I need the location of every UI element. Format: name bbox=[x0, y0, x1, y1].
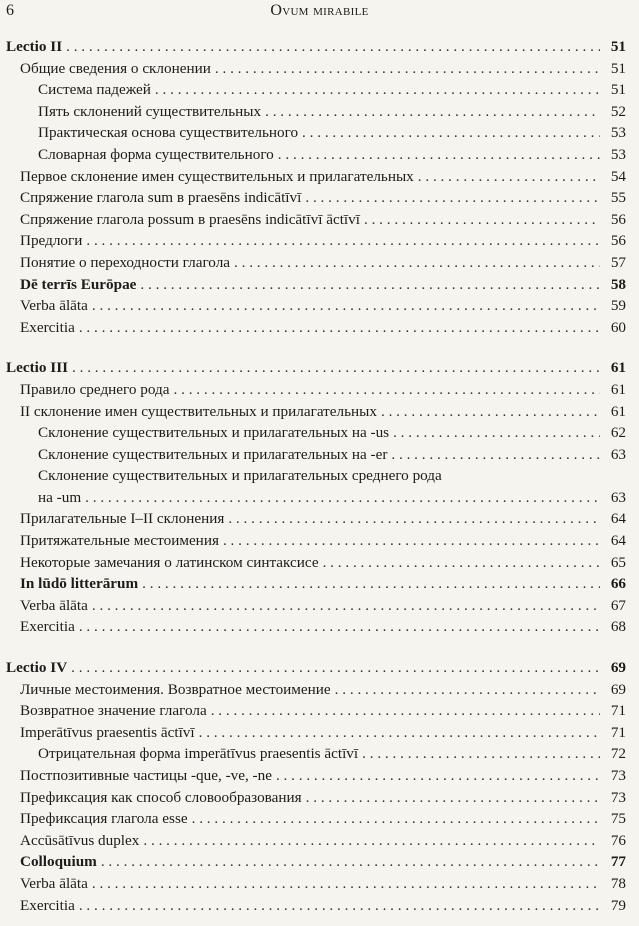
toc-page-number: 64 bbox=[610, 532, 626, 550]
toc-page-number: 56 bbox=[610, 232, 626, 250]
toc-entry-row bbox=[20, 552, 626, 574]
toc-entry-row bbox=[20, 401, 626, 423]
toc-entry-row bbox=[20, 252, 626, 274]
toc-entry-row bbox=[38, 487, 626, 509]
toc-entry-title: Личные местоимения. Возвратное местоимение bbox=[20, 680, 331, 698]
toc-entry[interactable] bbox=[6, 379, 626, 401]
dot-leader bbox=[211, 700, 600, 722]
dot-leader bbox=[92, 595, 600, 617]
toc-entry[interactable] bbox=[6, 530, 626, 552]
toc-page-number: 51 bbox=[610, 81, 626, 99]
toc-page-number: 61 bbox=[610, 359, 626, 377]
toc-entry-row bbox=[20, 873, 626, 895]
toc-entry-row bbox=[20, 808, 626, 830]
toc-page-number: 78 bbox=[610, 874, 626, 892]
toc-entry-title: Некоторые замечания о латинском синтаксисе bbox=[20, 553, 319, 571]
page-number: 6 bbox=[6, 2, 14, 19]
toc-page-number: 66 bbox=[610, 575, 626, 593]
toc-entry-title: Прилагательные I–II склонения bbox=[20, 510, 225, 528]
toc-entry-title: Постпозитивные частицы -que, -ve, -ne bbox=[20, 767, 272, 784]
toc-page-number: 71 bbox=[610, 723, 626, 741]
running-title: Ovum mirabile bbox=[270, 2, 369, 19]
toc-entry[interactable] bbox=[6, 166, 626, 188]
toc-entry-title: Префиксация глагола esse bbox=[20, 810, 188, 828]
toc-entry[interactable] bbox=[6, 252, 626, 274]
toc-page-number: 59 bbox=[610, 297, 626, 315]
toc-entry[interactable] bbox=[6, 444, 626, 466]
toc-entry[interactable] bbox=[6, 508, 626, 530]
toc-entry[interactable] bbox=[6, 679, 626, 701]
page-header bbox=[0, 2, 639, 26]
toc-entry-row bbox=[20, 765, 626, 787]
dot-leader bbox=[234, 252, 600, 274]
toc-entry[interactable] bbox=[6, 79, 626, 101]
toc-entry-title: Пять склонений существительных bbox=[38, 102, 262, 120]
toc-entry-row bbox=[38, 101, 626, 123]
table-of-contents bbox=[6, 36, 626, 916]
toc-entry[interactable] bbox=[6, 595, 626, 617]
toc-entry-title: Словарная форма существительного bbox=[38, 145, 274, 163]
dot-leader bbox=[192, 808, 600, 830]
toc-page-number: 54 bbox=[610, 167, 626, 185]
toc-entry[interactable] bbox=[6, 700, 626, 722]
toc-entry[interactable] bbox=[6, 274, 626, 296]
toc-entry[interactable] bbox=[6, 616, 626, 638]
toc-entry[interactable] bbox=[6, 422, 626, 444]
toc-entry-title: Verba ālāta bbox=[20, 596, 88, 614]
toc-entry-row bbox=[20, 317, 626, 339]
dot-leader bbox=[215, 58, 600, 80]
toc-entry-row bbox=[20, 166, 626, 188]
dot-leader bbox=[92, 295, 600, 317]
toc-chapter-entry[interactable] bbox=[6, 657, 626, 679]
toc-entry[interactable] bbox=[6, 573, 626, 595]
toc-entry-row bbox=[20, 616, 626, 638]
toc-entry-row bbox=[20, 379, 626, 401]
toc-page-number: 77 bbox=[610, 853, 626, 871]
toc-entry-row bbox=[20, 830, 626, 852]
toc-entry-row bbox=[20, 787, 626, 809]
toc-entry-title: Префиксация как способ словообразования bbox=[20, 788, 302, 806]
toc-entry-row bbox=[20, 209, 626, 231]
toc-page-number: 62 bbox=[610, 424, 626, 442]
toc-entry[interactable] bbox=[6, 552, 626, 574]
toc-entry-row bbox=[20, 295, 626, 317]
toc-entry[interactable] bbox=[6, 295, 626, 317]
toc-page-number: 68 bbox=[610, 618, 626, 636]
toc-page-number: 52 bbox=[610, 102, 626, 120]
dot-leader bbox=[306, 787, 600, 809]
toc-entry-row bbox=[38, 122, 626, 144]
toc-entry-title: Lectio II bbox=[6, 38, 63, 55]
toc-entry-row bbox=[20, 595, 626, 617]
dot-leader bbox=[66, 36, 600, 58]
toc-entry-row bbox=[20, 530, 626, 552]
toc-entry-row bbox=[38, 422, 626, 444]
toc-page-number: 67 bbox=[610, 596, 626, 614]
toc-page-number: 57 bbox=[610, 253, 626, 271]
toc-page-number: 69 bbox=[610, 659, 626, 677]
toc-entry[interactable] bbox=[6, 101, 626, 123]
toc-entry[interactable] bbox=[6, 230, 626, 252]
dot-leader bbox=[79, 895, 600, 917]
toc-entry-title: Правило среднего рода bbox=[20, 380, 170, 398]
toc-page-number: 51 bbox=[610, 38, 626, 55]
toc-page-number: 65 bbox=[610, 553, 626, 571]
dot-leader bbox=[364, 209, 600, 231]
dot-leader bbox=[278, 144, 600, 166]
toc-page-number: 76 bbox=[610, 831, 626, 849]
toc-entry-row bbox=[20, 230, 626, 252]
dot-leader bbox=[143, 830, 600, 852]
toc-entry-row bbox=[20, 700, 626, 722]
toc-entry-row bbox=[38, 79, 626, 101]
dot-leader bbox=[393, 422, 600, 444]
toc-entry[interactable] bbox=[6, 317, 626, 339]
toc-page-number: 63 bbox=[610, 488, 626, 506]
toc-page-number: 73 bbox=[610, 788, 626, 806]
section-gap bbox=[6, 338, 626, 357]
toc-entry[interactable] bbox=[6, 401, 626, 423]
toc-page-number: 51 bbox=[610, 59, 626, 77]
toc-entry-title: Dē terrīs Eurōpae bbox=[20, 275, 137, 293]
dot-leader bbox=[142, 573, 600, 595]
dot-leader bbox=[323, 552, 600, 574]
toc-entry-title: Первое склонение имен существительных и прилагательных bbox=[20, 167, 414, 185]
toc-entry-title: Lectio IV bbox=[6, 659, 68, 677]
toc-page-number: 71 bbox=[610, 702, 626, 720]
toc-entry-title: Exercitia bbox=[20, 318, 75, 336]
toc-entry-title: Exercitia bbox=[20, 618, 75, 636]
toc-entry[interactable] bbox=[6, 787, 626, 809]
toc-entry-title: Colloquium bbox=[20, 853, 97, 871]
dot-leader bbox=[305, 187, 600, 209]
toc-chapter-entry[interactable] bbox=[6, 36, 626, 58]
dot-leader bbox=[86, 230, 600, 252]
dot-leader bbox=[92, 873, 600, 895]
toc-page-number: 64 bbox=[610, 510, 626, 528]
toc-entry-row bbox=[20, 508, 626, 530]
toc-entry-title: Спряжение глагола sum в praesēns indicātīvī bbox=[20, 189, 302, 207]
toc-entry[interactable] bbox=[6, 851, 626, 873]
toc-entry-row bbox=[20, 58, 626, 80]
toc-entry-row bbox=[38, 444, 626, 466]
toc-entry-title: II склонение имен существительных и прилагательных bbox=[20, 402, 377, 420]
dot-leader bbox=[302, 122, 600, 144]
toc-entry-title: In lūdō litterārum bbox=[20, 575, 139, 593]
toc-entry-row bbox=[6, 36, 626, 58]
dot-leader bbox=[418, 166, 600, 188]
toc-page-number: 63 bbox=[610, 445, 626, 463]
toc-entry-row bbox=[20, 851, 626, 873]
toc-entry-row bbox=[38, 144, 626, 166]
toc-entry-row bbox=[20, 722, 626, 744]
dot-leader bbox=[174, 379, 600, 401]
toc-page-number: 60 bbox=[610, 318, 626, 336]
toc-entry-title-continued: на -um bbox=[38, 488, 82, 506]
toc-page-number: 55 bbox=[610, 189, 626, 207]
toc-page-number: 61 bbox=[610, 402, 626, 420]
toc-section bbox=[6, 357, 626, 638]
toc-entry[interactable] bbox=[6, 209, 626, 231]
dot-leader bbox=[276, 765, 600, 787]
toc-entry[interactable] bbox=[6, 58, 626, 80]
toc-entry[interactable] bbox=[6, 895, 626, 917]
toc-page-number: 56 bbox=[610, 210, 626, 228]
toc-entry-title: Спряжение глагола possum в praesēns indicātīvī āctīvī bbox=[20, 210, 360, 228]
toc-page-number: 53 bbox=[610, 145, 626, 163]
dot-leader bbox=[140, 274, 600, 296]
toc-entry[interactable] bbox=[6, 873, 626, 895]
toc-entry-title: Склонение существительных и прилагательных среднего рода bbox=[38, 467, 442, 485]
toc-entry-row bbox=[20, 274, 626, 296]
toc-page-number: 53 bbox=[610, 124, 626, 142]
toc-entry-title: Понятие о переходности глагола bbox=[20, 253, 231, 271]
toc-entry-title: Accūsātīvus duplex bbox=[20, 831, 140, 849]
toc-page-number: 79 bbox=[610, 896, 626, 914]
toc-section bbox=[6, 36, 626, 338]
dot-leader bbox=[381, 401, 600, 423]
toc-entry[interactable] bbox=[6, 765, 626, 787]
toc-chapter-entry[interactable] bbox=[6, 357, 626, 379]
toc-entry-title: Возвратное значение глагола bbox=[20, 702, 207, 720]
toc-entry-title: Imperātīvus praesentis āctīvī bbox=[20, 723, 195, 741]
dot-leader bbox=[199, 722, 600, 744]
toc-entry-row bbox=[38, 743, 626, 765]
toc-entry-title: Verba ālāta bbox=[20, 297, 88, 315]
toc-entry-row bbox=[20, 895, 626, 917]
toc-entry-title: Склонение существительных и прилагательных на -us bbox=[38, 424, 390, 442]
toc-page-number: 58 bbox=[610, 275, 626, 293]
dot-leader bbox=[265, 101, 600, 123]
dot-leader bbox=[101, 851, 600, 873]
toc-entry-row bbox=[6, 357, 626, 379]
toc-entry-title: Притяжательные местоимения bbox=[20, 532, 219, 550]
toc-entry-row bbox=[20, 187, 626, 209]
dot-leader bbox=[79, 317, 600, 339]
toc-entry[interactable] bbox=[6, 144, 626, 166]
toc-page-number: 72 bbox=[610, 745, 626, 763]
toc-entry[interactable] bbox=[6, 122, 626, 144]
section-gap bbox=[6, 638, 626, 657]
toc-entry[interactable] bbox=[6, 187, 626, 209]
toc-entry[interactable] bbox=[6, 722, 626, 744]
dot-leader bbox=[155, 79, 600, 101]
dot-leader bbox=[79, 616, 600, 638]
toc-entry-title: Практическая основа существительного bbox=[38, 124, 299, 142]
dot-leader bbox=[228, 508, 600, 530]
toc-entry[interactable] bbox=[6, 743, 626, 765]
dot-leader bbox=[85, 487, 600, 509]
toc-entry-row bbox=[20, 573, 626, 595]
toc-entry-row bbox=[20, 679, 626, 701]
toc-entry-row bbox=[6, 657, 626, 679]
dot-leader bbox=[335, 679, 600, 701]
dot-leader bbox=[391, 444, 600, 466]
dot-leader bbox=[72, 357, 600, 379]
dot-leader bbox=[71, 657, 600, 679]
toc-entry-title: Склонение существительных и прилагательных на -er bbox=[38, 445, 388, 463]
toc-entry-title: Lectio III bbox=[6, 359, 69, 377]
toc-section bbox=[6, 657, 626, 916]
toc-page-number: 61 bbox=[610, 380, 626, 398]
toc-entry-title: Verba ālāta bbox=[20, 874, 88, 892]
toc-entry-title: Предлоги bbox=[20, 232, 83, 250]
toc-entry[interactable] bbox=[6, 465, 626, 508]
dot-leader bbox=[362, 743, 600, 765]
toc-page-number: 75 bbox=[610, 810, 626, 828]
toc-entry-title: Отрицательная форма imperātīvus praesentis āctīvī bbox=[38, 745, 359, 763]
toc-entry-title: Общие сведения о склонении bbox=[20, 59, 211, 77]
toc-entry[interactable] bbox=[6, 830, 626, 852]
dot-leader bbox=[223, 530, 600, 552]
toc-page-number: 73 bbox=[610, 767, 626, 784]
toc-entry[interactable] bbox=[6, 808, 626, 830]
toc-entry-title: Exercitia bbox=[20, 896, 75, 914]
toc-entry-title: Система падежей bbox=[38, 81, 151, 99]
toc-page-number: 69 bbox=[610, 680, 626, 698]
